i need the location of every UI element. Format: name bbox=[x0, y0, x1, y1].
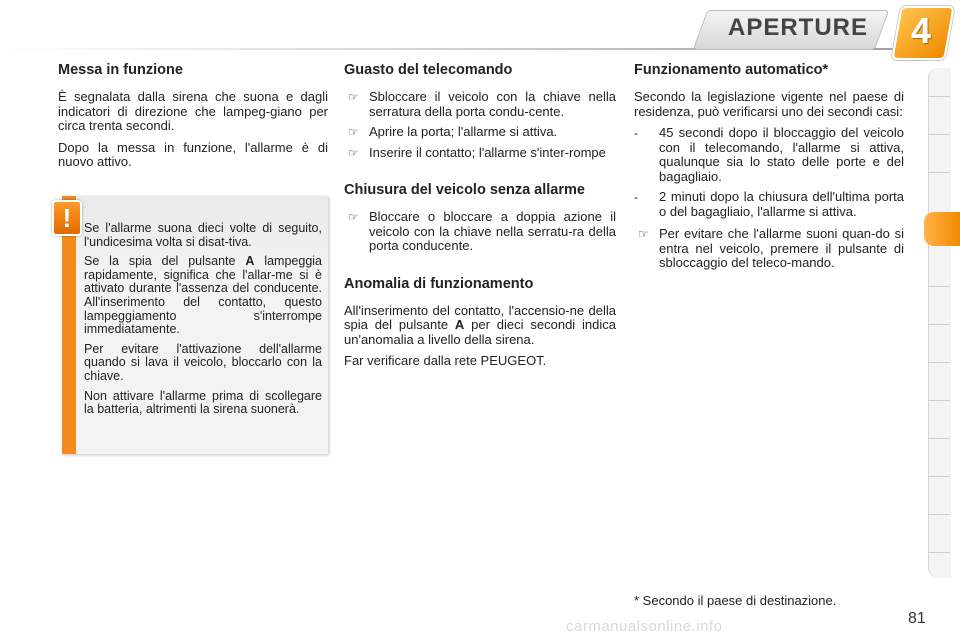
tab-divider bbox=[928, 286, 950, 287]
column-middle bbox=[344, 62, 616, 376]
warning-paragraph: Se l'allarme suona dieci volte di seguito, l'undicesima volta si disat-tiva. bbox=[84, 221, 322, 249]
dash-list bbox=[634, 126, 904, 219]
paragraph: Far verificare dalla rete PEUGEOT. bbox=[344, 353, 547, 368]
button-label-a: A bbox=[245, 254, 255, 269]
list-item-text: Per evitare che l'allarme suoni quan-do si entra nel veicolo, premere il pulsante di sbloccaggio del teleco-mando. bbox=[659, 226, 904, 270]
list-item bbox=[344, 90, 616, 119]
tab-divider bbox=[928, 476, 950, 477]
warning-paragraph: Per evitare l'attivazione dell'allarme quando si lava il veicolo, bloccarlo con la chiave. bbox=[84, 341, 322, 383]
page-number: 81 bbox=[908, 610, 926, 627]
paragraph: È segnalata dalla sirena che suona e dagli indicatori di direzione che lampeg-giano per circa trenta secondi. bbox=[58, 89, 328, 133]
warning-icon: ! bbox=[52, 200, 82, 236]
list-item-text: 45 secondi dopo il bloccaggio del veicolo con il telecomando, l'allarme si attiva, qualunque sia lo stato delle porte e del bagagliaio. bbox=[659, 125, 904, 184]
warning-paragraph: Non attivare l'allarme prima di scollegare la batteria, altrimenti la sirena suonerà. bbox=[84, 388, 322, 417]
dash-marker: - bbox=[634, 190, 638, 204]
dash-marker: - bbox=[634, 126, 638, 140]
footnote: * Secondo il paese di destinazione. bbox=[634, 593, 837, 608]
list-item bbox=[634, 190, 904, 219]
text: All'inserimento del contatto, l'accensio-ne della spia del pulsante bbox=[344, 302, 616, 332]
tab-divider bbox=[928, 400, 950, 401]
warning-paragraph bbox=[84, 255, 322, 337]
hand-pointer-icon: ☞ bbox=[638, 227, 649, 241]
paragraph: Secondo la legislazione vigente nel paese di residenza, può verificarsi uno dei secondi casi: bbox=[634, 89, 904, 119]
text: Se la spia del pulsante bbox=[84, 254, 246, 269]
page-header bbox=[0, 0, 960, 60]
column-left bbox=[58, 62, 328, 177]
warning-box bbox=[62, 196, 328, 454]
heading-anomalia: Anomalia di funzionamento bbox=[344, 275, 534, 292]
list bbox=[634, 227, 904, 271]
warning-content bbox=[84, 222, 322, 423]
tab-divider bbox=[928, 134, 950, 135]
text: lampeggia rapidamente, significa che l'allar-me si è attivato durante l'assenza del conducente. All'inserimento del contatto, questo lampeggiamento s'interrompe immediatamente. bbox=[84, 254, 322, 337]
chapter-tabs bbox=[928, 68, 951, 578]
heading-funzionamento-automatico: Funzionamento automatico* bbox=[634, 62, 829, 78]
list-item bbox=[634, 126, 904, 184]
tab-divider bbox=[928, 96, 950, 97]
list bbox=[344, 210, 616, 254]
tab-divider bbox=[928, 362, 950, 363]
chapter-title: APERTURE bbox=[728, 14, 869, 41]
chapter-number: 4 bbox=[910, 10, 932, 51]
list bbox=[344, 90, 616, 160]
hand-pointer-icon: ☞ bbox=[348, 125, 359, 139]
tab-divider bbox=[928, 324, 950, 325]
heading-guasto-telecomando: Guasto del telecomando bbox=[344, 62, 513, 78]
paragraph: Dopo la messa in funzione, l'allarme è di nuovo attivo. bbox=[58, 139, 328, 169]
list-item bbox=[344, 146, 616, 161]
tab-divider bbox=[928, 438, 950, 439]
heading-messa-in-funzione: Messa in funzione bbox=[58, 62, 183, 78]
button-label-a: A bbox=[454, 317, 465, 332]
list-item bbox=[634, 227, 904, 271]
tab-divider bbox=[928, 172, 950, 173]
watermark: carmanualsonline.info bbox=[566, 618, 723, 635]
hand-pointer-icon: ☞ bbox=[348, 145, 359, 160]
column-right bbox=[634, 62, 904, 279]
list-item-text: Bloccare o bloccare a doppia azione il veicolo con la chiave nella serratu-ra della porta conducente. bbox=[369, 209, 616, 253]
list-item-text: 2 minuti dopo la chiusura dell'ultima porta o del bagagliaio, l'allarme si attiva. bbox=[659, 189, 904, 219]
list-item-text: Sbloccare il veicolo con la chiave nella serratura della porta condu-cente. bbox=[369, 89, 616, 119]
list-item-text: Aprire la porta; l'allarme si attiva. bbox=[369, 124, 558, 139]
tab-divider bbox=[928, 552, 950, 553]
active-chapter-tab bbox=[924, 212, 960, 246]
list-item bbox=[344, 210, 616, 254]
tab-divider bbox=[928, 514, 950, 515]
list-item-text: Inserire il contatto; l'allarme s'inter-rompe bbox=[369, 144, 606, 160]
hand-pointer-icon: ☞ bbox=[348, 90, 359, 104]
hand-pointer-icon: ☞ bbox=[348, 210, 359, 224]
list-item bbox=[344, 125, 616, 140]
text: per dieci secondi indica un'anomalia a livello della sirena. bbox=[344, 317, 616, 347]
heading-chiusura-senza-allarme: Chiusura del veicolo senza allarme bbox=[344, 182, 585, 198]
paragraph bbox=[344, 304, 616, 348]
